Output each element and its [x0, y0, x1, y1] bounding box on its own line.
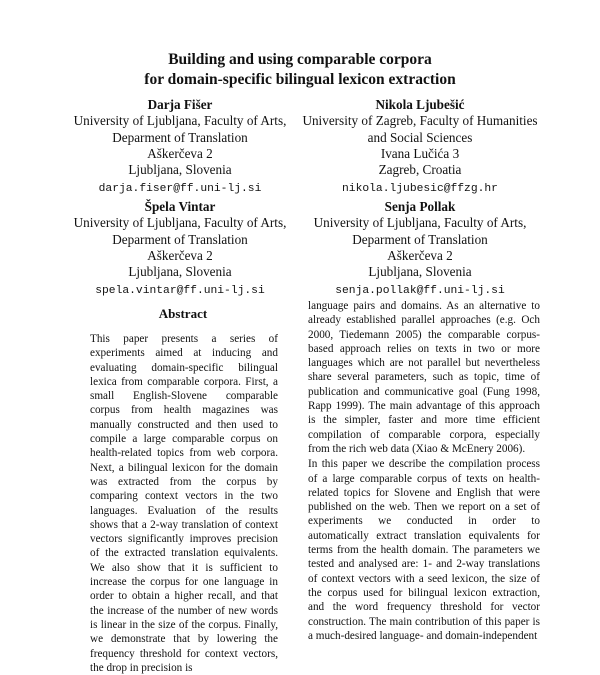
author-name: Senja Pollak	[384, 199, 456, 214]
author-affiliation-line: Ljubljana, Slovenia	[128, 264, 232, 280]
author-email: darja.fiser@ff.uni-lj.si	[98, 183, 262, 196]
author-name: Špela Vintar	[144, 199, 216, 214]
abstract-column	[90, 332, 278, 675]
author-block-fiser	[55, 97, 305, 198]
body-column	[308, 299, 540, 643]
author-name: Nikola Ljubešić	[375, 97, 465, 112]
author-affiliation-line: Deparment of Translation	[112, 231, 248, 247]
author-affiliation-line: University of Zagreb, Faculty of Humanities	[302, 113, 538, 129]
author-affiliation-line: University of Ljubljana, Faculty of Arts,	[73, 215, 287, 231]
author-affiliation-line: Ljubljana, Slovenia	[368, 264, 472, 280]
author-affiliation-line: University of Ljubljana, Faculty of Arts,	[313, 215, 527, 231]
author-email: senja.pollak@ff.uni-lj.si	[335, 285, 505, 298]
author-affiliation-line: Ivana Lučića 3	[380, 145, 460, 161]
author-affiliation-line: Deparment of Translation	[112, 129, 248, 145]
author-affiliation-line: Aškerčeva 2	[387, 247, 453, 263]
author-affiliation-line: University of Ljubljana, Faculty of Arts,	[73, 113, 287, 129]
author-block-pollak	[295, 199, 545, 300]
author-affiliation-line: Aškerčeva 2	[147, 247, 213, 263]
paper-title	[0, 50, 600, 90]
title-line-1: Building and using comparable corpora	[168, 51, 432, 68]
author-email: spela.vintar@ff.uni-lj.si	[95, 285, 265, 298]
abstract-heading: Abstract	[158, 306, 208, 321]
author-affiliation-line: Ljubljana, Slovenia	[128, 162, 232, 178]
author-affiliation-line: Aškerčeva 2	[147, 145, 213, 161]
author-name: Darja Fišer	[147, 97, 213, 112]
title-line-2: for domain-specific bilingual lexicon extraction	[144, 71, 456, 88]
body-paragraph: language pairs and domains. As an alternative to already established parallel approaches (e.g. Och 2000, Tiedemann 2005) the comparable corpus-based approach relies on texts in two or more languages which are not parallel but nevertheless share several parameters, such as topic, time of publication and communicative goal (Fung 1998, Rapp 1999). The main advantage of this approach is the simpler, faster and more time efficient compilation of comparable corpora, especially from the rich web data (Xiao & McEnery 2006).	[308, 300, 540, 455]
author-affiliation-line: Deparment of Translation	[352, 231, 488, 247]
body-paragraph: In this paper we describe the compilation process of a large comparable corpus of texts on health-related topics for Slovene and English that were published on the web. Then we report on a set of experiments we conducted in order to automatically extract translation equivalents for terms from the health domain. The parameters we tested and analysed are: 1- and 2-way translations of context vectors with a seed lexicon, the size of the corpus used for bilingual lexicon extraction, and the word frequency threshold for vector construction. The main contribution of this paper is a much-desired language- and domain-independent	[308, 458, 540, 642]
author-affiliation-line: and Social Sciences	[367, 129, 473, 145]
author-block-ljubesic	[295, 97, 545, 198]
author-affiliation-line: Zagreb, Croatia	[378, 162, 462, 178]
author-email: nikola.ljubesic@ffzg.hr	[342, 183, 498, 196]
abstract-text: This paper presents a series of experiments aimed at inducing and evaluating domain-specific bilingual lexica from comparable corpora. First, a small English-Slovene comparable corpus from health magazines was manually constructed and then used to compile a large comparable corpus on health-related topics from web corpora. Next, a bilingual lexicon for the domain was extracted from the corpus by comparing context vectors in the two languages. Evaluation of the results shows that a 2-way translation of context vectors significantly improves precision of the extracted translation equivalents. We also show that it is sufficient to increase the corpus for one language in order to obtain a higher recall, and that the increase of the number of new words is linear in the size of the corpus. Finally, we demonstrate that by lowering the frequency threshold for context vectors, the drop in precision is	[90, 333, 278, 674]
author-block-vintar	[55, 199, 305, 300]
